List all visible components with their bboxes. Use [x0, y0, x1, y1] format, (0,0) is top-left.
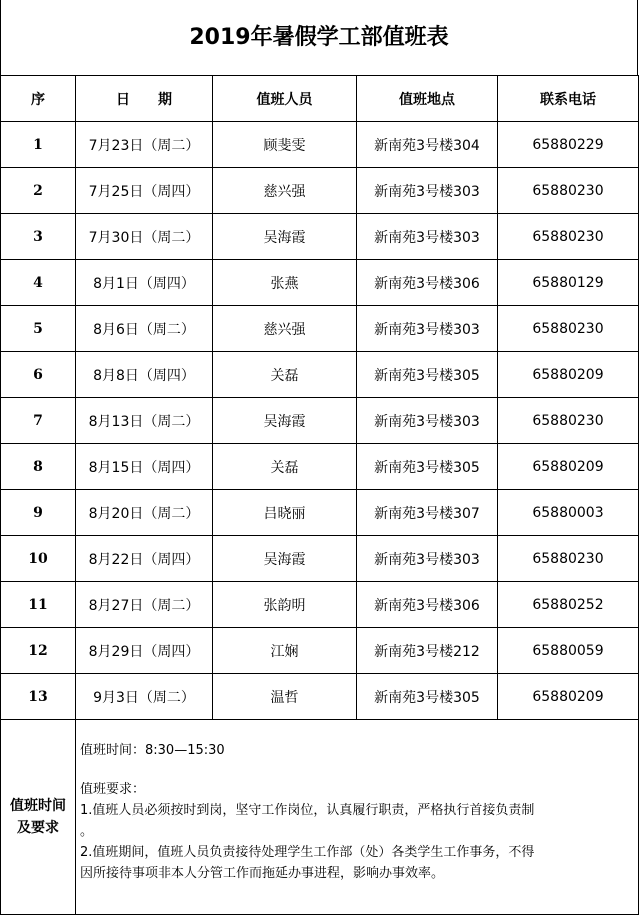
- row-person: 江娴: [213, 628, 357, 674]
- row-location: 新南苑3号楼305: [357, 352, 498, 398]
- requirements-row: [1, 720, 639, 915]
- row-index: 2: [1, 168, 76, 214]
- row-phone: 65880230: [498, 398, 639, 444]
- row-date: 7月30日（周二）: [76, 214, 213, 260]
- row-index: 10: [1, 536, 76, 582]
- header-index: 序: [1, 76, 76, 122]
- header-date: 日 期: [76, 76, 213, 122]
- row-index: 5: [1, 306, 76, 352]
- row-person: 关磊: [213, 444, 357, 490]
- table-row: [1, 444, 639, 490]
- row-index: 11: [1, 582, 76, 628]
- table-row: [1, 168, 639, 214]
- row-phone: 65880003: [498, 490, 639, 536]
- row-location: 新南苑3号楼304: [357, 122, 498, 168]
- row-person: 温哲: [213, 674, 357, 720]
- row-person: 关磊: [213, 352, 357, 398]
- row-person: 顾斐雯: [213, 122, 357, 168]
- row-date: 9月3日（周二）: [76, 674, 213, 720]
- requirements-label-line1: 值班时间: [10, 798, 66, 814]
- row-person: 张燕: [213, 260, 357, 306]
- row-location: 新南苑3号楼303: [357, 306, 498, 352]
- table-row: [1, 260, 639, 306]
- duty-time-text: 值班时间：8:30—15:30: [80, 743, 225, 758]
- row-person: 吴海霞: [213, 214, 357, 260]
- row-person: 慈兴强: [213, 306, 357, 352]
- table-row: [1, 306, 639, 352]
- row-phone: 65880230: [498, 306, 639, 352]
- row-person: 吴海霞: [213, 398, 357, 444]
- row-person: 张韵明: [213, 582, 357, 628]
- row-location: 新南苑3号楼303: [357, 214, 498, 260]
- requirement-item-1: 1.值班人员必须按时到岗，坚守工作岗位，认真履行职责，严格执行首接负责制: [80, 803, 535, 818]
- table-row: [1, 674, 639, 720]
- row-phone: 65880252: [498, 582, 639, 628]
- row-location: 新南苑3号楼307: [357, 490, 498, 536]
- row-location: 新南苑3号楼303: [357, 168, 498, 214]
- row-phone: 65880129: [498, 260, 639, 306]
- table-row: [1, 398, 639, 444]
- row-phone: 65880209: [498, 444, 639, 490]
- row-phone: 65880209: [498, 674, 639, 720]
- row-index: 7: [1, 398, 76, 444]
- row-date: 8月15日（周四）: [76, 444, 213, 490]
- row-index: 12: [1, 628, 76, 674]
- row-date: 8月29日（周四）: [76, 628, 213, 674]
- header-person: 值班人员: [213, 76, 357, 122]
- header-location: 值班地点: [357, 76, 498, 122]
- row-index: 1: [1, 122, 76, 168]
- row-person: 吴海霞: [213, 536, 357, 582]
- row-date: 8月6日（周二）: [76, 306, 213, 352]
- row-date: 8月1日（周四）: [76, 260, 213, 306]
- requirements-heading: 值班要求：: [80, 782, 146, 797]
- requirement-item-2: 2.值班期间，值班人员负责接待处理学生工作部（处）各类学生工作事务，不得: [80, 845, 535, 860]
- row-location: 新南苑3号楼303: [357, 536, 498, 582]
- row-phone: 65880230: [498, 168, 639, 214]
- row-date: 8月22日（周四）: [76, 536, 213, 582]
- table-row: [1, 490, 639, 536]
- row-index: 13: [1, 674, 76, 720]
- row-date: 8月27日（周二）: [76, 582, 213, 628]
- row-location: 新南苑3号楼212: [357, 628, 498, 674]
- row-phone: 65880059: [498, 628, 639, 674]
- row-phone: 65880230: [498, 536, 639, 582]
- requirements-label: [1, 720, 76, 915]
- page-title: 2019年暑假学工部值班表: [0, 0, 638, 75]
- row-location: 新南苑3号楼305: [357, 444, 498, 490]
- requirement-item-1-cont: 。: [80, 824, 94, 839]
- row-date: 7月25日（周四）: [76, 168, 213, 214]
- row-index: 4: [1, 260, 76, 306]
- row-index: 3: [1, 214, 76, 260]
- row-phone: 65880229: [498, 122, 639, 168]
- row-date: 7月23日（周二）: [76, 122, 213, 168]
- row-phone: 65880230: [498, 214, 639, 260]
- row-index: 9: [1, 490, 76, 536]
- row-date: 8月8日（周四）: [76, 352, 213, 398]
- table-row: [1, 582, 639, 628]
- row-location: 新南苑3号楼305: [357, 674, 498, 720]
- row-location: 新南苑3号楼303: [357, 398, 498, 444]
- requirements-label-line2: 及要求: [17, 820, 59, 836]
- table-row: [1, 214, 639, 260]
- row-index: 8: [1, 444, 76, 490]
- duty-table: [0, 75, 639, 915]
- table-row: [1, 628, 639, 674]
- row-person: 吕晓丽: [213, 490, 357, 536]
- table-row: [1, 122, 639, 168]
- requirements-body: [76, 720, 639, 915]
- row-person: 慈兴强: [213, 168, 357, 214]
- table-row: [1, 536, 639, 582]
- table-header-row: [1, 76, 639, 122]
- table-row: [1, 352, 639, 398]
- header-phone: 联系电话: [498, 76, 639, 122]
- row-date: 8月13日（周二）: [76, 398, 213, 444]
- row-location: 新南苑3号楼306: [357, 260, 498, 306]
- requirement-item-2-cont: 因所接待事项非本人分管工作而拖延办事进程，影响办事效率。: [80, 866, 445, 881]
- row-index: 6: [1, 352, 76, 398]
- row-location: 新南苑3号楼306: [357, 582, 498, 628]
- row-date: 8月20日（周二）: [76, 490, 213, 536]
- row-phone: 65880209: [498, 352, 639, 398]
